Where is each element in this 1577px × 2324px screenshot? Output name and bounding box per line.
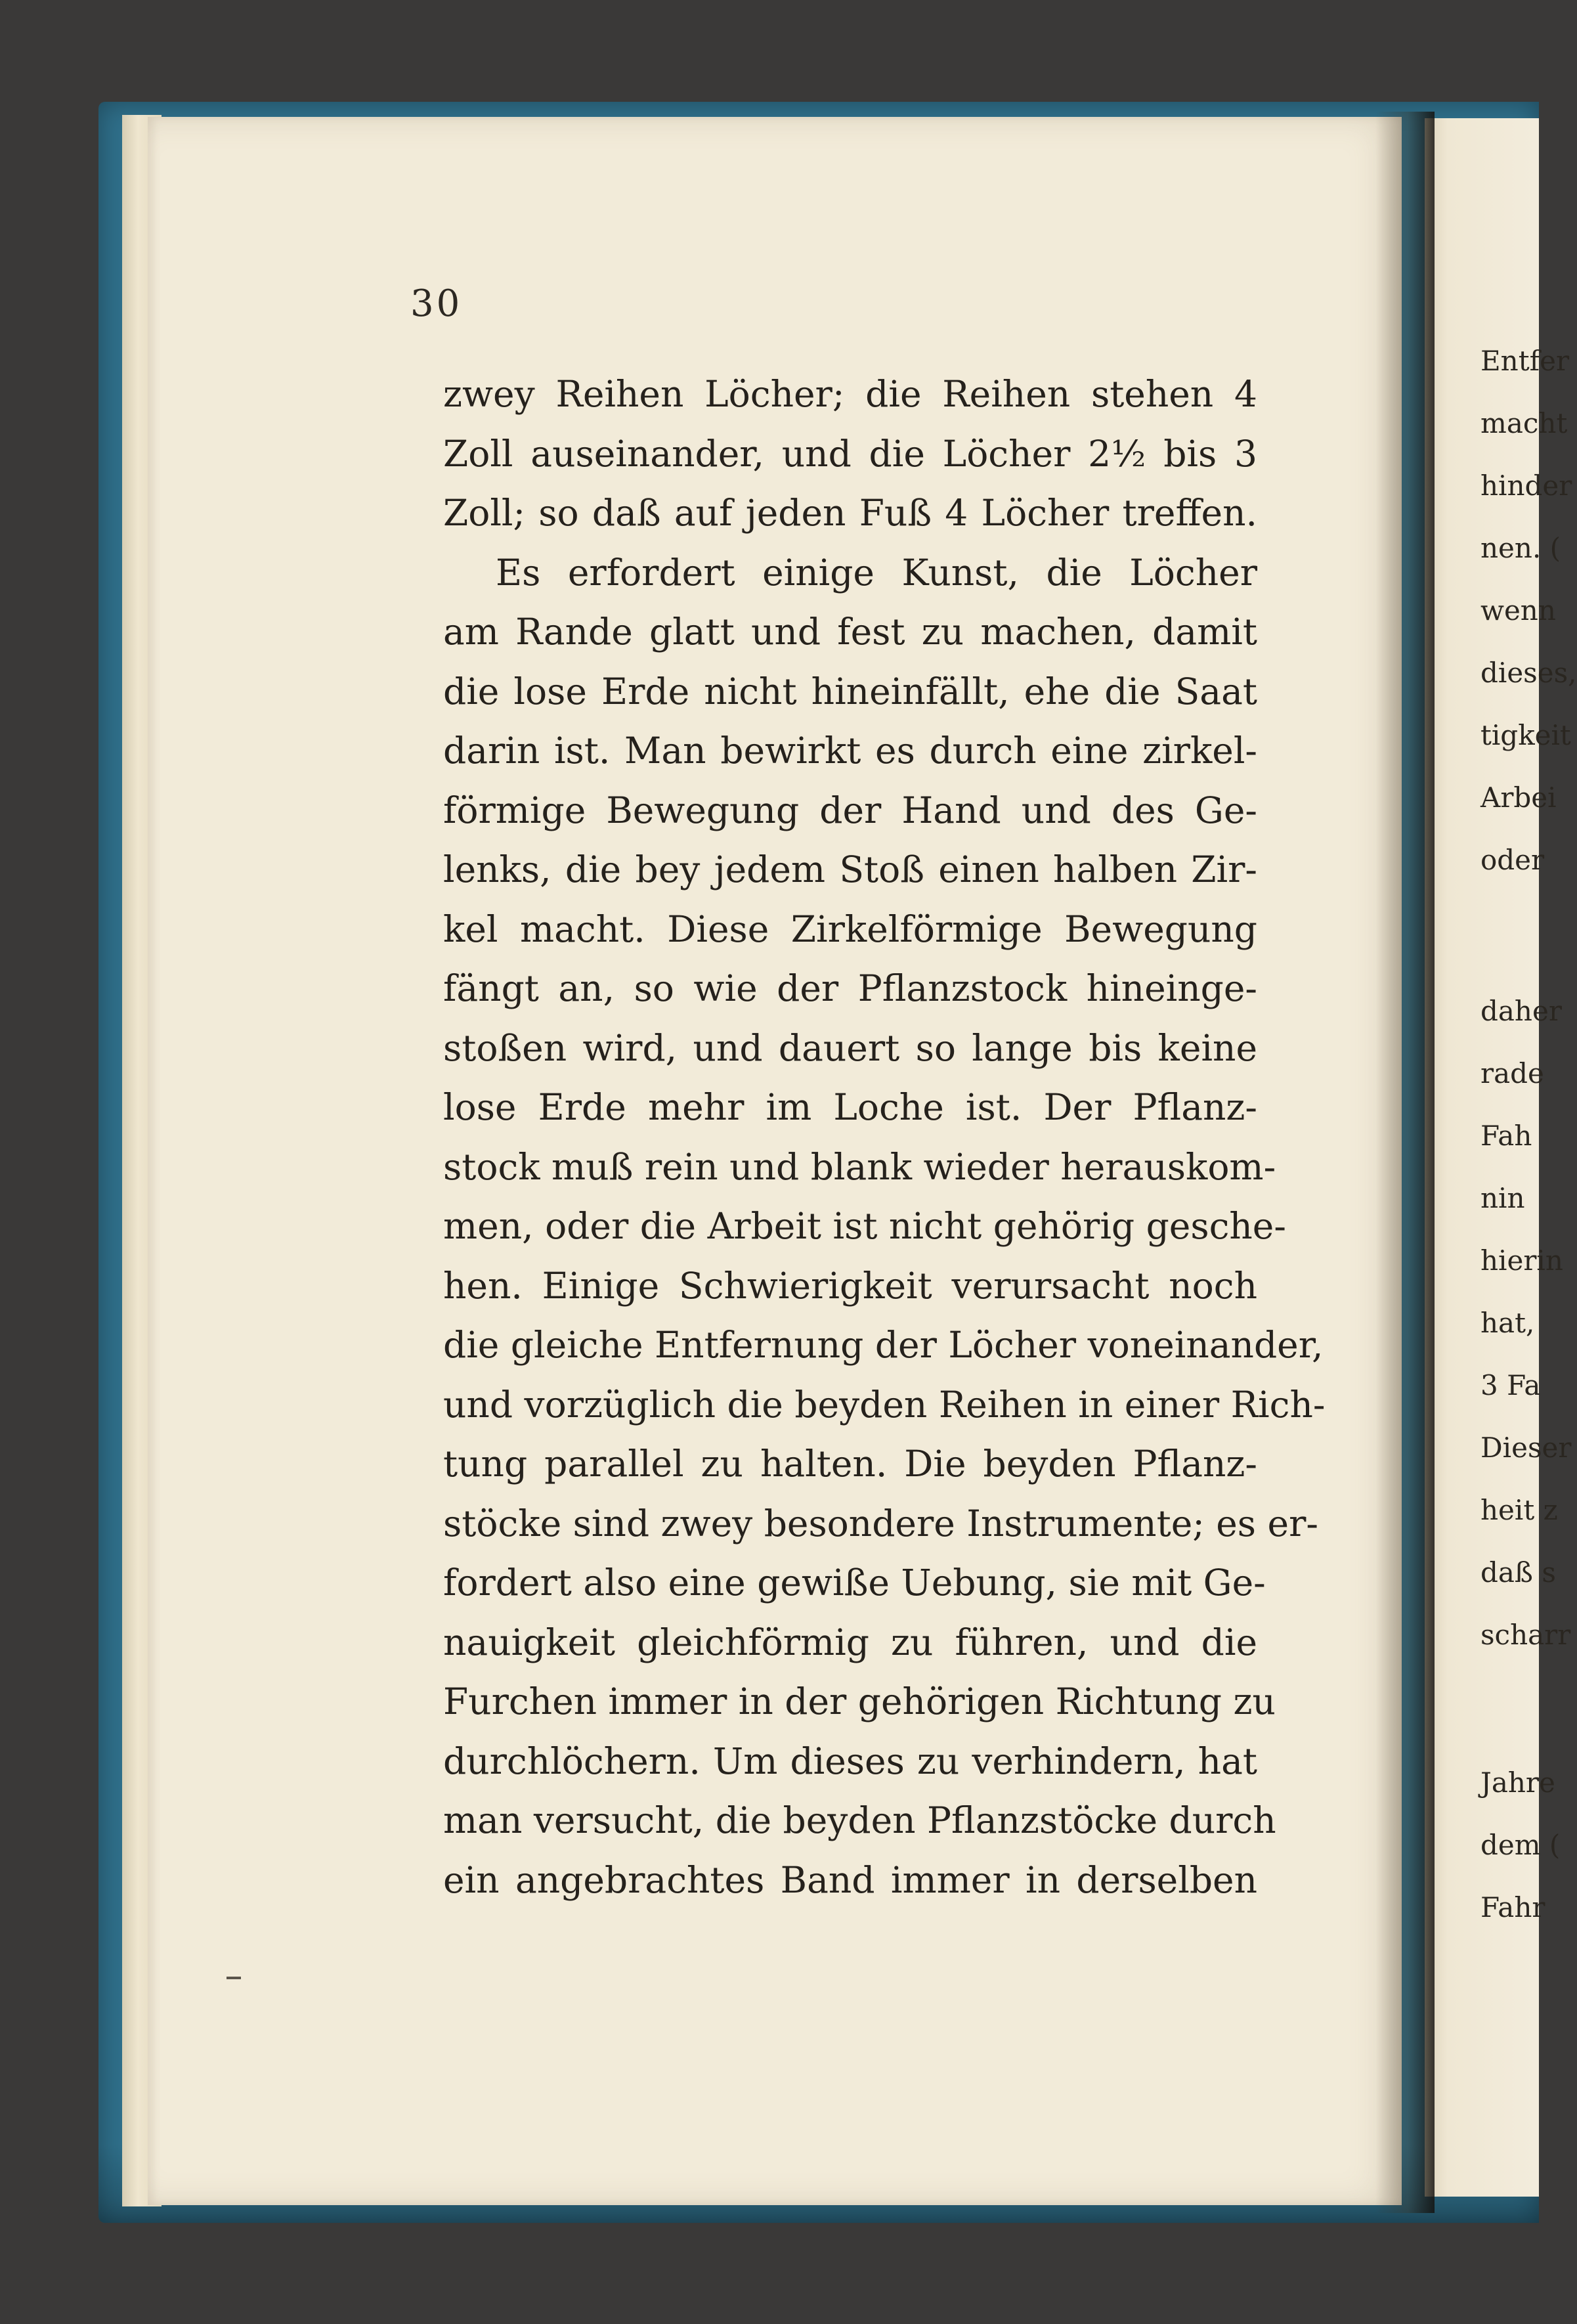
fragment: Entfer — [1480, 345, 1570, 377]
text-line: men, oder die Arbeit ist nicht gehörig gesche- — [443, 1205, 1286, 1247]
text-line: darin ist. Man bewirkt es durch eine zirkel- — [443, 730, 1257, 772]
fragment: Fahr — [1480, 1891, 1545, 1923]
text-line: und vorzüglich die beyden Reihen in einer Rich- — [443, 1383, 1326, 1426]
fragment: heit z — [1480, 1494, 1558, 1526]
fragment: dem ( — [1480, 1829, 1561, 1861]
fragment: oder — [1480, 844, 1545, 876]
text-line: stock muß rein und blank wieder herauskom- — [443, 1145, 1276, 1188]
text-line: förmige Bewegung der Hand und des Ge- — [443, 789, 1257, 831]
text-line: stöcke sind zwey besondere Instrumente; es er- — [443, 1502, 1318, 1545]
fragment: 3 Fa — [1480, 1369, 1541, 1401]
fragment: hinder — [1480, 470, 1572, 502]
page-number: 30 — [410, 282, 463, 325]
text-line: stoßen wird, und dauert so lange bis keine — [443, 1026, 1257, 1069]
fragment: nin — [1480, 1182, 1525, 1214]
fragment: hierin — [1480, 1244, 1563, 1277]
fragment: rade — [1480, 1057, 1544, 1089]
text-line: die lose Erde nicht hineinfällt, ehe die Saat — [443, 670, 1257, 713]
fragment: macht — [1480, 407, 1568, 439]
fragment: wenn — [1480, 594, 1556, 626]
fragment: nen. ( — [1480, 532, 1561, 564]
text-line: die gleiche Entfernung der Löcher voneinander, — [443, 1324, 1324, 1366]
text-line: Es erfordert einige Kunst, die Löcher — [496, 551, 1257, 594]
fragment: hat, — [1480, 1307, 1535, 1339]
text-line: nauigkeit gleichförmig zu führen, und die — [443, 1621, 1257, 1663]
fragment: Jahre — [1480, 1766, 1555, 1799]
text-line: man versucht, die beyden Pflanzstöcke durch — [443, 1799, 1276, 1841]
fragment: Arbei — [1480, 781, 1557, 814]
margin-mark — [227, 1977, 241, 1979]
fragment: daher — [1480, 995, 1562, 1027]
text-line: kel macht. Diese Zirkelförmige Bewegung — [443, 908, 1257, 950]
text-line: Zoll auseinander, und die Löcher 2½ bis 3 — [443, 432, 1257, 475]
fragment: daß s — [1480, 1556, 1556, 1589]
text-line: Zoll; so daß auf jeden Fuß 4 Löcher treffen. — [443, 492, 1257, 534]
text-line: zwey Reihen Löcher; die Reihen stehen 4 — [443, 373, 1257, 415]
text-line: fängt an, so wie der Pflanzstock hineinge- — [443, 967, 1257, 1009]
page-text — [443, 364, 1326, 1910]
fragment: scharr — [1480, 1619, 1571, 1651]
book-gutter — [1375, 112, 1435, 2213]
text-line: lose Erde mehr im Loche ist. Der Pflanz- — [443, 1086, 1257, 1128]
text-line: lenks, die bey jedem Stoß einen halben Zir- — [443, 848, 1257, 890]
text-line: tung parallel zu halten. Die beyden Pflanz- — [443, 1443, 1257, 1485]
text-line: durchlöchern. Um dieses zu verhindern, hat — [443, 1740, 1257, 1782]
text-line: hen. Einige Schwierigkeit verursacht noch — [443, 1264, 1257, 1307]
text-line: Furchen immer in der gehörigen Richtung zu — [443, 1680, 1276, 1722]
fragment: tigkeit — [1480, 719, 1571, 751]
fragment: Dieser — [1480, 1432, 1572, 1464]
fragment: dieses, — [1480, 657, 1577, 689]
text-line: fordert also eine gewiße Uebung, sie mit Ge- — [443, 1562, 1266, 1604]
fragment: Fah — [1480, 1120, 1532, 1152]
text-line: am Rande glatt und fest zu machen, damit — [443, 611, 1257, 653]
text-line: ein angebrachtes Band immer in derselben — [443, 1858, 1257, 1901]
